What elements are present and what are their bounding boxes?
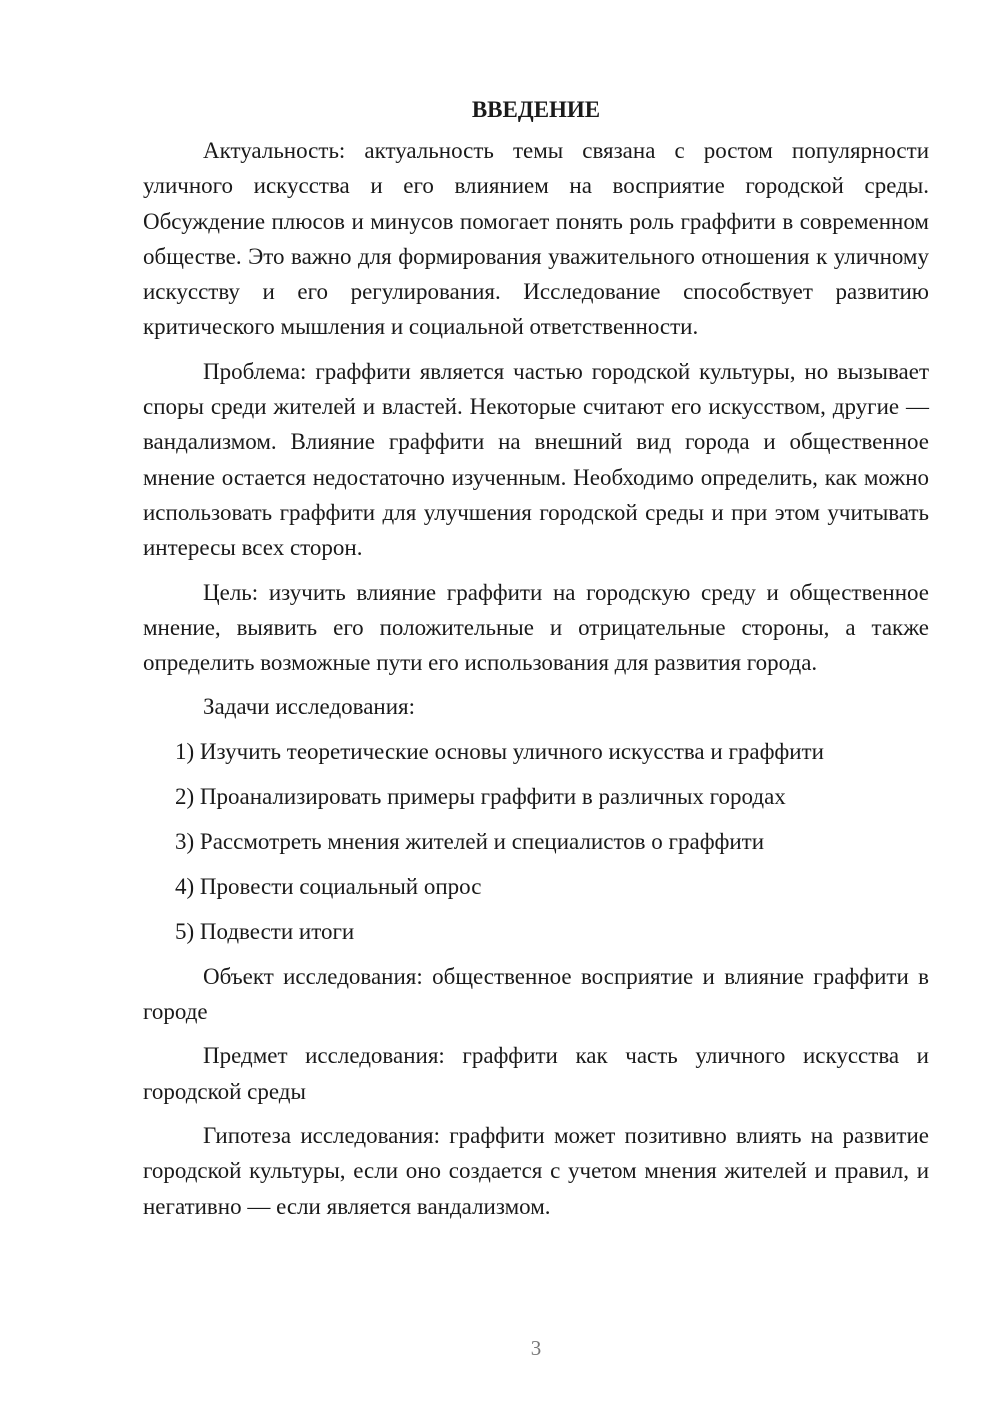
list-item: 4) Провести социальный опрос (175, 873, 482, 899)
object-paragraph: Объект исследования: общественное восприятие и влияние граффити в городе (143, 963, 929, 1025)
list-item: 3) Рассмотреть мнения жителей и специалистов о граффити (175, 828, 765, 854)
page-title: ВВЕДЕНИЕ (471, 97, 601, 122)
problem-paragraph: Проблема: граффити является частью городской культуры, но вызывает споры среди жителей и властей. Некоторые считают его искусством, другие — вандализмом. Влияние граффити на внешний вид города и общественное мнение остается недостаточно изученным. Необходимо определить, как можно использовать граффити для улучшения городской среды и при этом учитывать интересы всех сторон. (143, 358, 929, 561)
hypothesis-paragraph: Гипотеза исследования: граффити может позитивно влиять на развитие городской культуры, если оно создается с учетом мнения жителей и правил, и негативно — если является вандализмом. (143, 1122, 929, 1219)
relevance-paragraph: Актуальность: актуальность темы связана с ростом популярности уличного искусства и его влиянием на восприятие городской среды. Обсуждение плюсов и минусов помогает понять роль граффити в современном обществе. Это важно для формирования уважительного отношения к уличному искусству и его регулирования. Исследование способствует развитию критического мышления и социальной ответственности. (143, 138, 929, 340)
list-item: 2) Проанализировать примеры граффити в различных городах (175, 783, 786, 809)
tasks-list (143, 734, 929, 949)
subject-paragraph: Предмет исследования: граффити как часть уличного искусства и городской среды (143, 1043, 929, 1104)
list-item: 1) Изучить теоретические основы уличного искусства и граффити (175, 738, 824, 764)
tasks-intro: Задачи исследования: (203, 694, 416, 720)
page-number: 3 (530, 1336, 542, 1360)
document-page (143, 92, 929, 1224)
list-item: 5) Подвести итоги (175, 918, 355, 944)
goal-paragraph: Цель: изучить влияние граффити на городскую среду и общественное мнение, выявить его положительные и отрицательные стороны, а также определить возможные пути его использования для развития города. (143, 579, 929, 676)
